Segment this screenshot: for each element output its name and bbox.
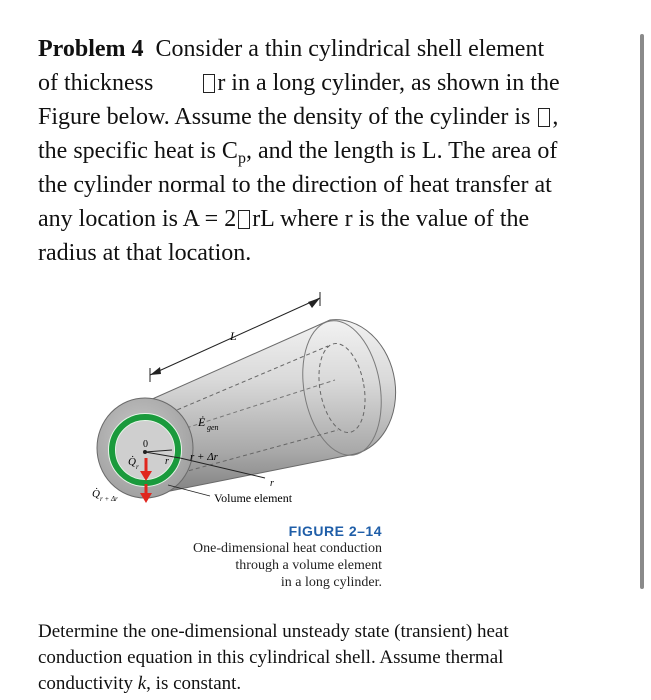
label-egen-sub: gen: [207, 423, 219, 432]
scrollbar[interactable]: [640, 34, 644, 589]
caption-line-3: in a long cylinder.: [280, 575, 382, 590]
label-egen: Ė: [198, 415, 206, 429]
problem-text-4a: the specific heat is C: [38, 138, 238, 164]
label-qrdr: Q̇: [92, 488, 100, 500]
cylinder-figure: [80, 290, 410, 520]
problem-heading: Problem 4: [38, 36, 144, 62]
question-line-3: [38, 671, 623, 697]
problem-text-1: Consider a thin cylindrical shell element: [155, 36, 545, 62]
label-volume-element: Volume element: [214, 491, 293, 505]
problem-text-3a: Figure below. Assume the density of the cylinder is: [38, 104, 531, 130]
question-text: [38, 619, 623, 697]
problem-line-1: [38, 32, 623, 66]
missing-glyph-rho: [538, 108, 550, 127]
problem-line-3: [38, 100, 623, 134]
problem-text-6b: rL where r is the value of the: [252, 206, 530, 232]
label-qrdr-sub: r + Δr: [100, 495, 118, 503]
problem-text-4b: , and the length is L. The area of: [245, 138, 558, 164]
label-r-plus-dr: r + Δr: [190, 451, 218, 463]
conductivity-symbol: k: [137, 673, 147, 694]
caption-title: FIGURE 2–14: [288, 523, 382, 539]
problem-text-2b: r in a long cylinder, as shown in the: [217, 70, 560, 96]
problem-text-6a: any location is A = 2: [38, 206, 237, 232]
problem-line-2: [38, 66, 623, 100]
label-qr-sub: r: [136, 463, 139, 471]
problem-text-7: radius at that location.: [38, 240, 252, 266]
missing-glyph-pi: [238, 210, 250, 229]
question-text-3a: conductivity: [38, 673, 133, 694]
figure-caption: [100, 522, 382, 591]
problem-text-5: the cylinder normal to the direction of heat transfer at: [38, 172, 552, 198]
problem-text-2a: of thickness: [38, 70, 154, 96]
label-zero: 0: [143, 439, 148, 450]
cp-subscript: p: [237, 150, 246, 167]
label-r: r: [165, 456, 169, 467]
question-line-1: Determine the one-dimensional unsteady state (transient) heat: [38, 621, 509, 642]
problem-line-7: [38, 236, 623, 270]
question-text-3b: , is constant.: [146, 673, 242, 694]
problem-line-4: [38, 134, 623, 168]
caption-line-2: through a volume element: [235, 558, 382, 573]
label-r-axis: r: [270, 478, 274, 489]
problem-line-5: [38, 168, 623, 202]
missing-glyph-delta: [203, 74, 215, 93]
question-line-2: conduction equation in this cylindrical shell. Assume thermal: [38, 647, 504, 668]
problem-line-6: [38, 202, 623, 236]
label-qr: Q̇: [128, 456, 136, 468]
problem-statement: [38, 32, 623, 270]
label-length: L: [230, 329, 237, 343]
caption-line-1: One-dimensional heat conduction: [193, 541, 382, 556]
problem-text-3b: ,: [552, 104, 559, 130]
